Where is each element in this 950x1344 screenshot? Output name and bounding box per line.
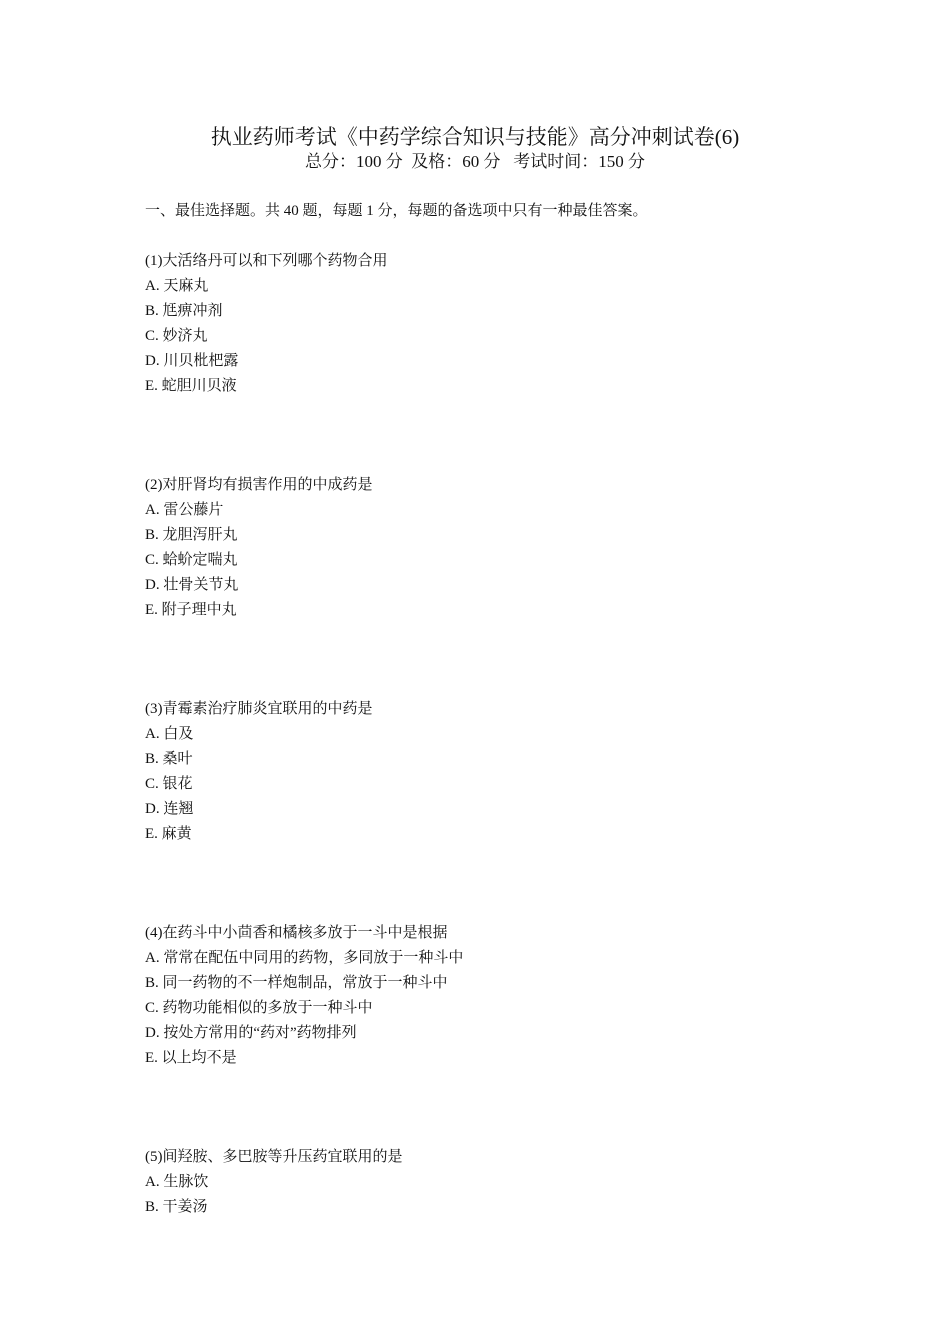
option-a: A. 白及 (145, 726, 194, 742)
question-stem: (1)大活络丹可以和下列哪个药物合用 (145, 253, 388, 269)
question-5 (145, 1145, 403, 1220)
option-a: A. 生脉饮 (145, 1174, 209, 1190)
option-b: B. 桑叶 (145, 751, 193, 767)
question-stem: (3)青霉素治疗肺炎宜联用的中药是 (145, 701, 373, 717)
option-d: D. 连翘 (145, 801, 194, 817)
exam-info: 总分：100 分 及格：60 分 考试时间：150 分 (305, 152, 645, 171)
option-c: C. 妙济丸 (145, 328, 208, 344)
question-stem: (2)对肝肾均有损害作用的中成药是 (145, 477, 373, 493)
option-e: E. 蛇胆川贝液 (145, 378, 237, 394)
option-e: E. 以上均不是 (145, 1050, 237, 1066)
option-c: C. 药物功能相似的多放于一种斗中 (145, 1000, 373, 1016)
question-stem: (4)在药斗中小茴香和橘核多放于一斗中是根据 (145, 925, 448, 941)
option-b: B. 龙胆泻肝丸 (145, 527, 238, 543)
section-instruction: 一、最佳选择题。共 40 题，每题 1 分，每题的备选项中只有一种最佳答案。 (145, 203, 648, 219)
option-e: E. 附子理中丸 (145, 602, 237, 618)
option-d: D. 按处方常用的“药对”药物排列 (145, 1025, 357, 1041)
question-4 (145, 921, 463, 1071)
option-c: C. 蛤蚧定喘丸 (145, 552, 238, 568)
option-b: B. 同一药物的不一样炮制品，常放于一种斗中 (145, 975, 448, 991)
option-e: E. 麻黄 (145, 826, 192, 842)
question-stem: (5)间羟胺、多巴胺等升压药宜联用的是 (145, 1149, 403, 1165)
option-c: C. 银花 (145, 776, 193, 792)
option-d: D. 壮骨关节丸 (145, 577, 239, 593)
exam-title: 执业药师考试《中药学综合知识与技能》高分冲刺试卷(6) (210, 125, 740, 149)
option-a: A. 常常在配伍中同用的药物，多同放于一种斗中 (145, 950, 464, 966)
question-2 (145, 473, 373, 623)
option-b: B. 尪痹冲剂 (145, 303, 223, 319)
option-b: B. 干姜汤 (145, 1199, 208, 1215)
option-d: D. 川贝枇杷露 (145, 353, 239, 369)
question-1 (145, 249, 388, 399)
option-a: A. 天麻丸 (145, 278, 209, 294)
option-a: A. 雷公藤片 (145, 502, 224, 518)
question-3 (145, 697, 373, 847)
